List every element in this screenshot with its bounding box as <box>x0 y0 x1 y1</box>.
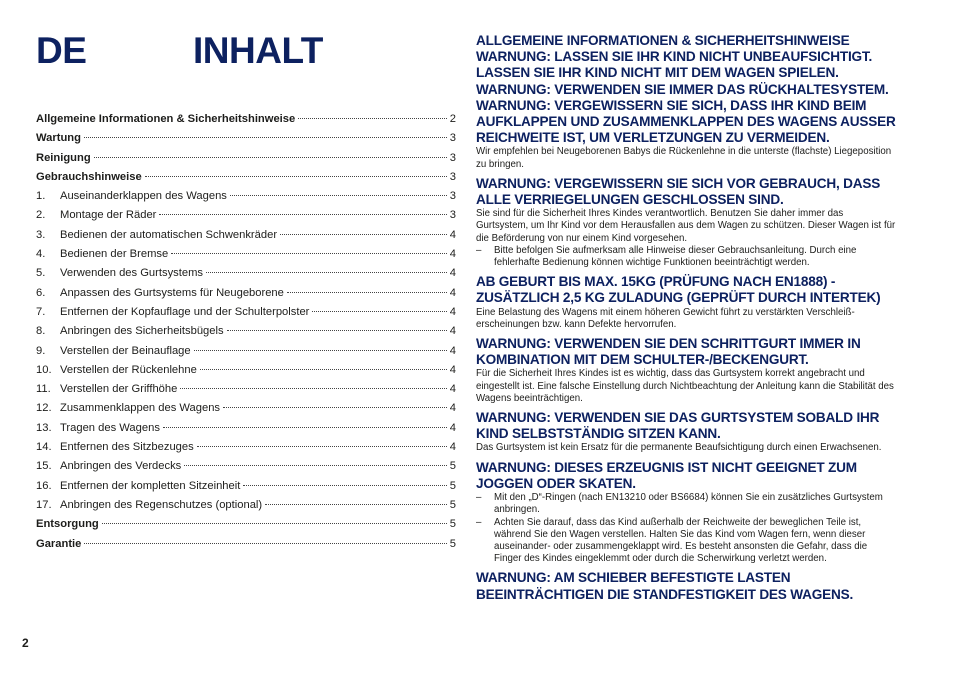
toc-entry-number: 3. <box>36 228 46 241</box>
toc-entry-label: Montage der Räder <box>60 209 157 222</box>
toc-entry-page: 3 <box>449 151 456 164</box>
toc-entry-page: 5 <box>449 498 456 511</box>
toc-entry-number: 14. <box>36 441 52 454</box>
toc-entry-number: 1. <box>36 190 46 203</box>
toc-entry-label: Verstellen der Rückenlehne <box>60 363 197 376</box>
toc-entry-number: 4. <box>36 248 46 261</box>
list-dash: – <box>476 516 482 528</box>
toc-entry-label: Verstellen der Griffhöhe <box>60 383 178 396</box>
section-heading: ALLGEMEINE INFORMATIONEN & SICHERHEITSHINWEISE <box>476 33 850 48</box>
toc-entry-number: 10. <box>36 363 52 376</box>
toc-entry-label: Anbringen des Sicherheitsbügels <box>60 325 224 338</box>
warning-heading: WARNUNG: VERWENDEN SIE DAS GURTSYSTEM SOBALD IHR KIND SELBSTSTÄNDIG SITZEN KANN. <box>476 410 880 442</box>
toc-entry-number: 15. <box>36 460 52 473</box>
toc-entry-label: Anbringen des Verdecks <box>60 460 182 473</box>
toc-entry-number: 6. <box>36 286 46 299</box>
toc-entry[interactable] <box>36 457 456 476</box>
page-number: 2 <box>22 636 29 650</box>
toc-entry-label: Auseinanderklappen des Wagens <box>60 190 227 203</box>
paragraph: Für die Sicherheit Ihres Kindes ist es wichtig, dass das Gurtsystem korrekt angebracht und eingestellt ist. Eine falsche Einstellung durch Nichtbeachtung der Anleitung kann die Stabilität des Wagens beeinträchtigen. <box>476 368 894 404</box>
toc-entry-label: Bedienen der Bremse <box>60 248 169 261</box>
table-of-contents <box>36 110 456 554</box>
list-item <box>476 492 896 516</box>
toc-dot-leader <box>163 427 447 428</box>
toc-entry-number: 2. <box>36 209 46 222</box>
toc-dot-leader <box>84 137 447 138</box>
toc-entry-label: Wartung <box>36 132 81 145</box>
toc-entry-label: Entfernen der kompletten Sitzeinheit <box>60 479 241 492</box>
toc-entry-label: Bedienen der automatischen Schwenkräder <box>60 228 278 241</box>
toc-entry-page: 4 <box>449 228 456 241</box>
toc-dot-leader <box>280 234 447 235</box>
toc-entry[interactable] <box>36 264 456 283</box>
toc-entry-number: 8. <box>36 325 46 338</box>
toc-entry-number: 11. <box>36 383 51 396</box>
toc-entry[interactable] <box>36 535 456 554</box>
toc-dot-leader <box>230 195 447 196</box>
toc-entry[interactable] <box>36 110 456 129</box>
toc-entry[interactable] <box>36 245 456 264</box>
list-dash: – <box>476 244 482 256</box>
toc-entry-label: Anbringen des Regenschutzes (optional) <box>60 498 263 511</box>
paragraph: Sie sind für die Sicherheit Ihres Kindes verantwortlich. Benutzen Sie daher immer das Gurtsystem, um Ihr Kind vor dem Herausfallen aus dem Wagen zu schützen. Dieser Wagen ist für die Beförderung von nur einem Kind vorgesehen. <box>476 208 896 244</box>
toc-entry-page: 4 <box>449 441 456 454</box>
list-item-text: Mit den „D“-Ringen (nach EN13210 oder BS6684) können Sie ein zusätzliches Gurtsystem anbringen. <box>494 492 883 516</box>
toc-dot-leader <box>159 214 446 215</box>
toc-entry-page: 4 <box>449 344 456 357</box>
toc-entry-page: 4 <box>449 383 456 396</box>
toc-dot-leader <box>227 330 447 331</box>
warning-text: WARNUNG: VERGEWISSERN SIE SICH, DASS IHR KIND BEIM AUFKLAPPEN UND ZUSAMMENKLAPPEN DES WAGENS AUSSER REICHWEITE IST, UM VERLETZUNGEN ZU VERMEIDEN. <box>476 97 896 146</box>
toc-entry-number: 7. <box>36 305 46 318</box>
list-item <box>476 517 896 566</box>
page-title: INHALT <box>193 30 323 71</box>
toc-entry-page: 4 <box>449 325 456 338</box>
toc-entry[interactable] <box>36 342 456 361</box>
warning-text: WARNUNG: VERWENDEN SIE IMMER DAS RÜCKHALTESYSTEM. <box>476 81 889 97</box>
toc-dot-leader <box>180 388 446 389</box>
toc-entry-number: 17. <box>36 498 52 511</box>
toc-entry-page: 4 <box>449 402 456 415</box>
toc-entry-label: Verwenden des Gurtsystems <box>60 267 204 280</box>
toc-entry[interactable] <box>36 284 456 303</box>
toc-entry-number: 12. <box>36 402 52 415</box>
list-item-text: Achten Sie darauf, dass das Kind außerhalb der Reichweite der beweglichen Teile ist, während Sie den Wagen verstellen. Halten Sie das Kind vom Wagen fern, wenn dieser auseinander- oder zusammengeklappt wird. Es besteht ansonsten die Gefahr, dass die Finger des Kindes eingeklemmt oder durch die Scherwirkung verletzt werden. <box>494 516 868 565</box>
toc-entry-label: Reinigung <box>36 151 91 164</box>
toc-entry-label: Allgemeine Informationen & Sicherheitshinweise <box>36 113 296 125</box>
toc-dot-leader <box>206 272 447 273</box>
toc-entry-page: 4 <box>449 267 456 280</box>
toc-entry-page: 4 <box>449 305 456 318</box>
paragraph: Eine Belastung des Wagens mit einem höheren Gewicht führt zu verstärkten Verschleiß-erscheinungen bzw. kann Defekte hervorrufen. <box>476 306 855 330</box>
toc-dot-leader <box>312 311 446 312</box>
paragraph: Das Gurtsystem ist kein Ersatz für die permanente Beaufsichtigung durch einen Erwachsenen. <box>476 442 882 454</box>
toc-entry[interactable] <box>36 226 456 245</box>
toc-entry[interactable] <box>36 149 456 168</box>
toc-entry[interactable] <box>36 496 456 515</box>
toc-entry-page: 5 <box>449 537 456 550</box>
toc-entry-page: 4 <box>449 248 456 261</box>
toc-entry-label: Tragen des Wagens <box>60 421 160 434</box>
toc-dot-leader <box>298 118 447 119</box>
toc-entry[interactable] <box>36 438 456 457</box>
toc-entry-page: 3 <box>449 209 456 222</box>
toc-dot-leader <box>223 407 447 408</box>
toc-entry[interactable] <box>36 206 456 225</box>
warning-text: LASSEN SIE IHR KIND NICHT MIT DEM WAGEN SPIELEN. <box>476 65 839 81</box>
toc-entry-page: 3 <box>449 132 456 145</box>
toc-entry[interactable] <box>36 168 456 187</box>
toc-dot-leader <box>171 253 447 254</box>
toc-entry[interactable] <box>36 303 456 322</box>
toc-entry-label: Verstellen der Beinauflage <box>60 344 191 357</box>
toc-entry-label: Entsorgung <box>36 518 99 531</box>
toc-dot-leader <box>243 485 446 486</box>
toc-dot-leader <box>200 369 447 370</box>
toc-entry-page: 4 <box>449 363 456 376</box>
paragraph: Wir empfehlen bei Neugeborenen Babys die Rückenlehne in die unterste (flachste) Liegeposition zu bringen. <box>476 146 892 170</box>
toc-dot-leader <box>94 157 447 158</box>
list-item-text: Bitte befolgen Sie aufmerksam alle Hinweise dieser Gebrauchsanleitung. Durch eine fehlerhafte Bedienung können wichtige Funktionen beeinträchtigt werden. <box>494 244 857 269</box>
toc-entry-number: 9. <box>36 344 46 357</box>
toc-dot-leader <box>102 523 447 524</box>
toc-entry-page: 3 <box>449 190 456 203</box>
toc-entry-number: 13. <box>36 421 52 434</box>
toc-entry[interactable] <box>36 380 456 399</box>
toc-entry-page: 4 <box>449 286 456 299</box>
toc-entry-label: Entfernen des Sitzbezuges <box>60 441 194 454</box>
warning-heading: WARNUNG: AM SCHIEBER BEFESTIGTE LASTEN BEEINTRÄCHTIGEN DIE STANDFESTIGKEIT DES WAGENS. <box>476 570 854 602</box>
toc-dot-leader <box>84 543 446 544</box>
toc-entry-label: Entfernen der Kopfauflage und der Schulterpolster <box>60 305 310 318</box>
toc-dot-leader <box>287 292 447 293</box>
warning-text: WARNUNG: LASSEN SIE IHR KIND NICHT UNBEAUFSICHTIGT. <box>476 49 873 65</box>
list-dash: – <box>476 492 482 504</box>
toc-dot-leader <box>184 465 446 466</box>
toc-entry[interactable] <box>36 361 456 380</box>
toc-entry-page: 5 <box>449 518 456 531</box>
toc-dot-leader <box>194 350 447 351</box>
toc-entry[interactable] <box>36 477 456 496</box>
toc-entry-page: 5 <box>449 479 456 492</box>
toc-entry-label: Garantie <box>36 537 82 550</box>
toc-entry[interactable] <box>36 515 456 534</box>
toc-entry-page: 2 <box>449 113 456 125</box>
list-item <box>476 245 896 269</box>
toc-entry[interactable] <box>36 322 456 341</box>
toc-dot-leader <box>145 176 447 177</box>
warning-heading: AB GEBURT BIS MAX. 15KG (PRÜFUNG NACH EN1888) - ZUSÄTZLICH 2,5 KG ZULADUNG (GEPRÜFT DURCH INTERTEK) <box>476 274 881 306</box>
toc-entry[interactable] <box>36 419 456 438</box>
language-code: DE <box>36 30 87 71</box>
toc-entry[interactable] <box>36 129 456 148</box>
toc-entry[interactable] <box>36 187 456 206</box>
warning-heading: WARNUNG: DIESES ERZEUGNIS IST NICHT GEEIGNET ZUM JOGGEN ODER SKATEN. <box>476 459 857 491</box>
toc-entry-label: Zusammenklappen des Wagens <box>60 402 221 415</box>
toc-entry-label: Gebrauchshinweise <box>36 170 142 183</box>
toc-entry-number: 5. <box>36 267 46 280</box>
toc-entry-label: Anpassen des Gurtsystems für Neugeborene <box>60 286 284 299</box>
toc-entry-page: 5 <box>449 460 456 473</box>
toc-dot-leader <box>197 446 447 447</box>
safety-information-column <box>476 33 896 605</box>
warning-heading: WARNUNG: VERGEWISSERN SIE SICH VOR GEBRAUCH, DASS ALLE VERRIEGELUNGEN GESCHLOSSEN SIND. <box>476 175 881 208</box>
warning-heading: WARNUNG: VERWENDEN SIE DEN SCHRITTGURT IMMER IN KOMBINATION MIT DEM SCHULTER-/BECKENGURT. <box>476 336 861 368</box>
toc-entry-page: 3 <box>449 170 456 183</box>
toc-dot-leader <box>265 504 447 505</box>
toc-entry-number: 16. <box>36 479 52 492</box>
toc-entry[interactable] <box>36 399 456 418</box>
toc-entry-page: 4 <box>449 421 456 434</box>
